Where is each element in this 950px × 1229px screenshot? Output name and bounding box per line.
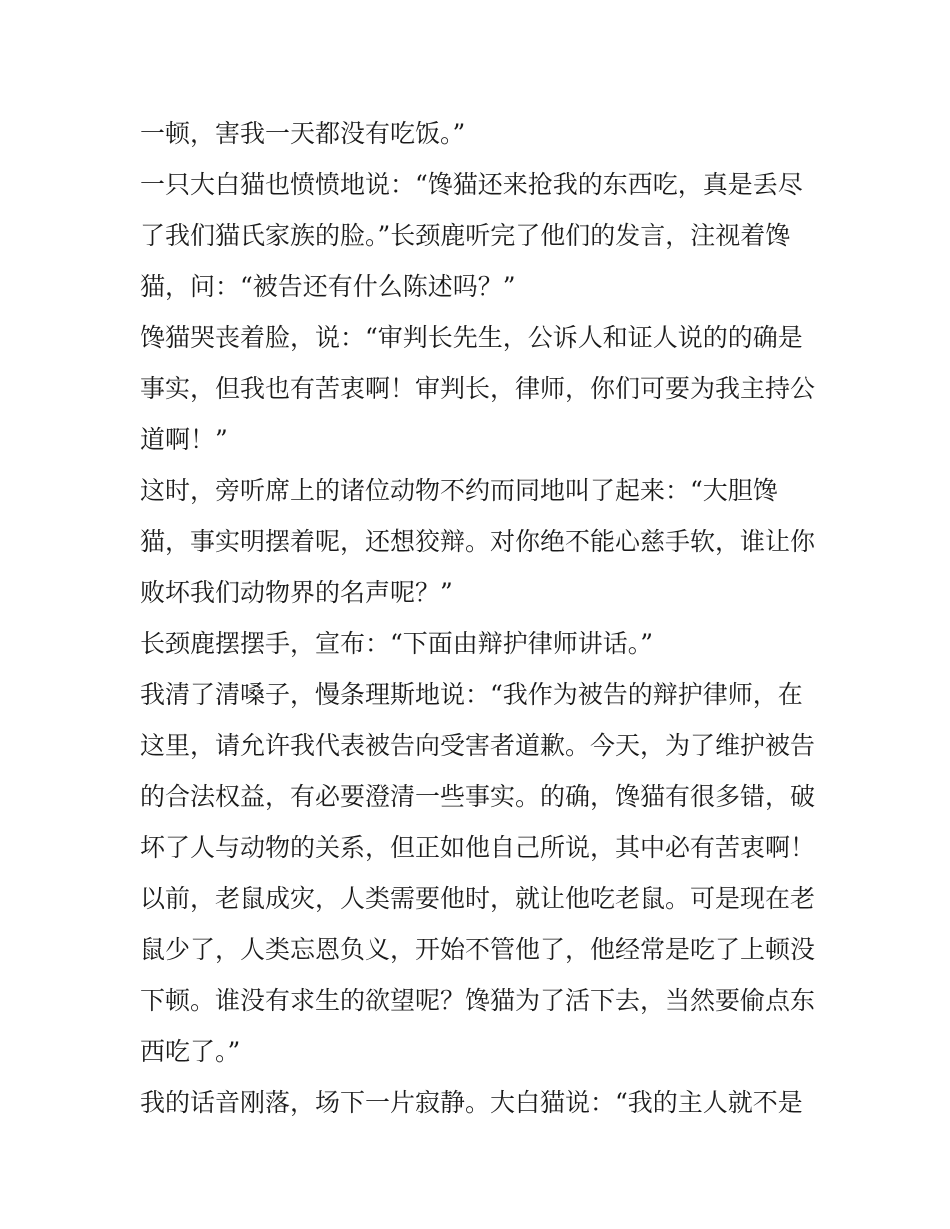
text-line: 猫，问：“被告还有什么陈述吗？” xyxy=(140,272,516,301)
text-line: 的合法权益，有必要澄清一些事实。的确，馋猫有很多错，破 xyxy=(140,782,816,811)
text-line: 馋猫哭丧着脸，说：“审判长先生，公诉人和证人说的的确是 xyxy=(140,323,803,352)
text-line: 道啊！” xyxy=(140,425,228,454)
text-line: 了我们猫氏家族的脸。”长颈鹿听完了他们的发言，注视着馋 xyxy=(140,221,791,250)
text-line: 长颈鹿摆摆手，宣布：“下面由辩护律师讲话。” xyxy=(140,629,654,658)
text-line: 这时，旁听席上的诸位动物不约而同地叫了起来：“大胆馋 xyxy=(140,476,778,505)
text-line: 猫，事实明摆着呢，还想狡辩。对你绝不能心慈手软，谁让你 xyxy=(140,527,816,556)
text-line: 事实，但我也有苦衷啊！审判长，律师，你们可要为我主持公 xyxy=(140,374,816,403)
text-line: 下顿。谁没有求生的欲望呢？馋猫为了活下去，当然要偷点东 xyxy=(140,986,816,1015)
text-line: 我的话音刚落，场下一片寂静。大白猫说：“我的主人就不是 xyxy=(140,1088,803,1117)
text-line: 败坏我们动物界的名声呢？” xyxy=(140,578,453,607)
text-line: 这里，请允许我代表被告向受害者道歉。今天，为了维护被告 xyxy=(140,731,816,760)
text-line: 一顿，害我一天都没有吃饭。” xyxy=(140,119,466,148)
document-body xyxy=(140,108,830,1128)
text-line: 一只大白猫也愤愤地说：“馋猫还来抢我的东西吃，真是丢尽 xyxy=(140,170,803,199)
text-line: 鼠少了，人类忘恩负义，开始不管他了，他经常是吃了上顿没 xyxy=(140,935,816,964)
text-line: 我清了清嗓子，慢条理斯地说：“我作为被告的辩护律师，在 xyxy=(140,680,803,709)
text-line: 以前，老鼠成灾，人类需要他时，就让他吃老鼠。可是现在老 xyxy=(140,884,816,913)
text-line: 坏了人与动物的关系，但正如他自己所说，其中必有苦衷啊！ xyxy=(140,833,816,862)
text-line: 西吃了。” xyxy=(140,1037,241,1066)
